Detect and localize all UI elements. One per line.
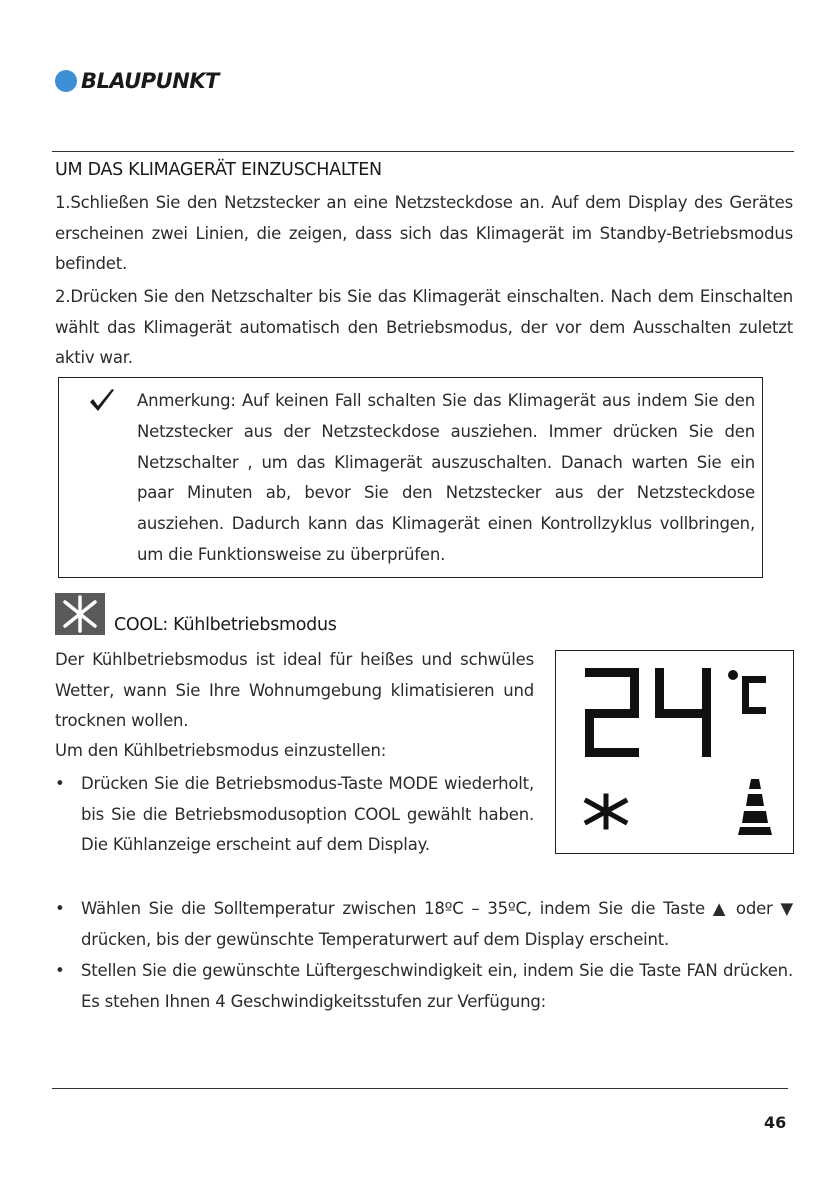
fan-level-bar — [742, 811, 768, 823]
page-number: 46 — [764, 1113, 787, 1132]
checkmark-icon — [87, 386, 117, 416]
list-item-text: Drücken Sie die Betriebsmodus-Taste MODE wiederholt, bis Sie die Betriebsmodusoption COOL gewählt haben. Die Kühlanzeige erscheint auf dem Display. — [81, 774, 534, 854]
lcd-segment — [585, 748, 639, 757]
fan-level-bar — [746, 794, 764, 806]
list-item-text: Stellen Sie die gewünschte Lüftergeschwindigkeit ein, indem Sie die Taste FAN drücken. Es stehen Ihnen 4 Geschwindigkeitsstufen zur Verfügung: — [81, 961, 793, 1011]
brand-name: BLAUPUNKT — [81, 69, 219, 93]
list-item-text: Wählen Sie die Solltemperatur zwischen 18ºC – 35ºC, indem Sie die Taste ▲ oder ▼ drücken, bis der gewünschte Temperaturwert auf dem Display erscheint. — [81, 899, 793, 949]
bullet-dot: • — [55, 899, 65, 918]
lcd-segment — [655, 668, 664, 714]
lcd-segment — [630, 668, 639, 714]
fan-level-bar — [749, 779, 761, 789]
lcd-snowflake-icon — [587, 796, 625, 827]
top-divider — [52, 151, 794, 152]
section-heading: UM DAS KLIMAGERÄT EINZUSCHALTEN — [55, 160, 382, 180]
note-text: Anmerkung: Auf keinen Fall schalten Sie das Klimagerät aus indem Sie den Netzstecker aus der Netzsteckdose ausziehen. Immer drücken Sie den Netzschalter , um das Klimagerät auszuschalten. Danach warten Sie ein paar Minuten ab, bevor Sie den Netzstecker aus der Netzsteckdose ausziehen. Dadurch kann das Klimagerät einen Kontrollzyklus vollbringen, um die Funktionsweise zu überprüfen. — [137, 391, 755, 564]
lcd-display-graphic — [556, 651, 795, 855]
fan-level-bar — [738, 827, 772, 835]
bottom-divider — [52, 1088, 788, 1089]
brand-logo-dot — [55, 70, 77, 92]
lcd-segment — [702, 668, 711, 757]
step-1-text: 1.Schließen Sie den Netzstecker an eine Netzsteckdose an. Auf dem Display des Gerätes erscheinen zwei Linien, die zeigen, dass sich das Klimagerät im Standby-Betriebsmodus befindet. — [55, 193, 793, 273]
cool-setup-text: Um den Kühlbetriebsmodus einzustellen: — [55, 741, 387, 760]
step-2-text: 2.Drücken Sie den Netzschalter bis Sie das Klimagerät einschalten. Nach dem Einschalten wählt das Klimagerät automatisch den Betriebsmodus, der vor dem Ausschalten zuletzt aktiv war. — [55, 287, 793, 367]
cool-mode-title: COOL: Kühlbetriebsmodus — [114, 615, 337, 635]
lcd-segment — [742, 707, 766, 714]
lcd-display-illustration — [555, 650, 794, 854]
bullet-dot: • — [55, 774, 65, 793]
lcd-degree-dot — [728, 670, 738, 680]
bullet-dot: • — [55, 961, 65, 980]
brand-logo — [55, 69, 219, 93]
snowflake-icon — [55, 593, 105, 635]
cool-intro-text: Der Kühlbetriebsmodus ist ideal für heißes und schwüles Wetter, wann Sie Ihre Wohnumgebung klimatisieren und trocknen wollen. — [55, 650, 534, 730]
